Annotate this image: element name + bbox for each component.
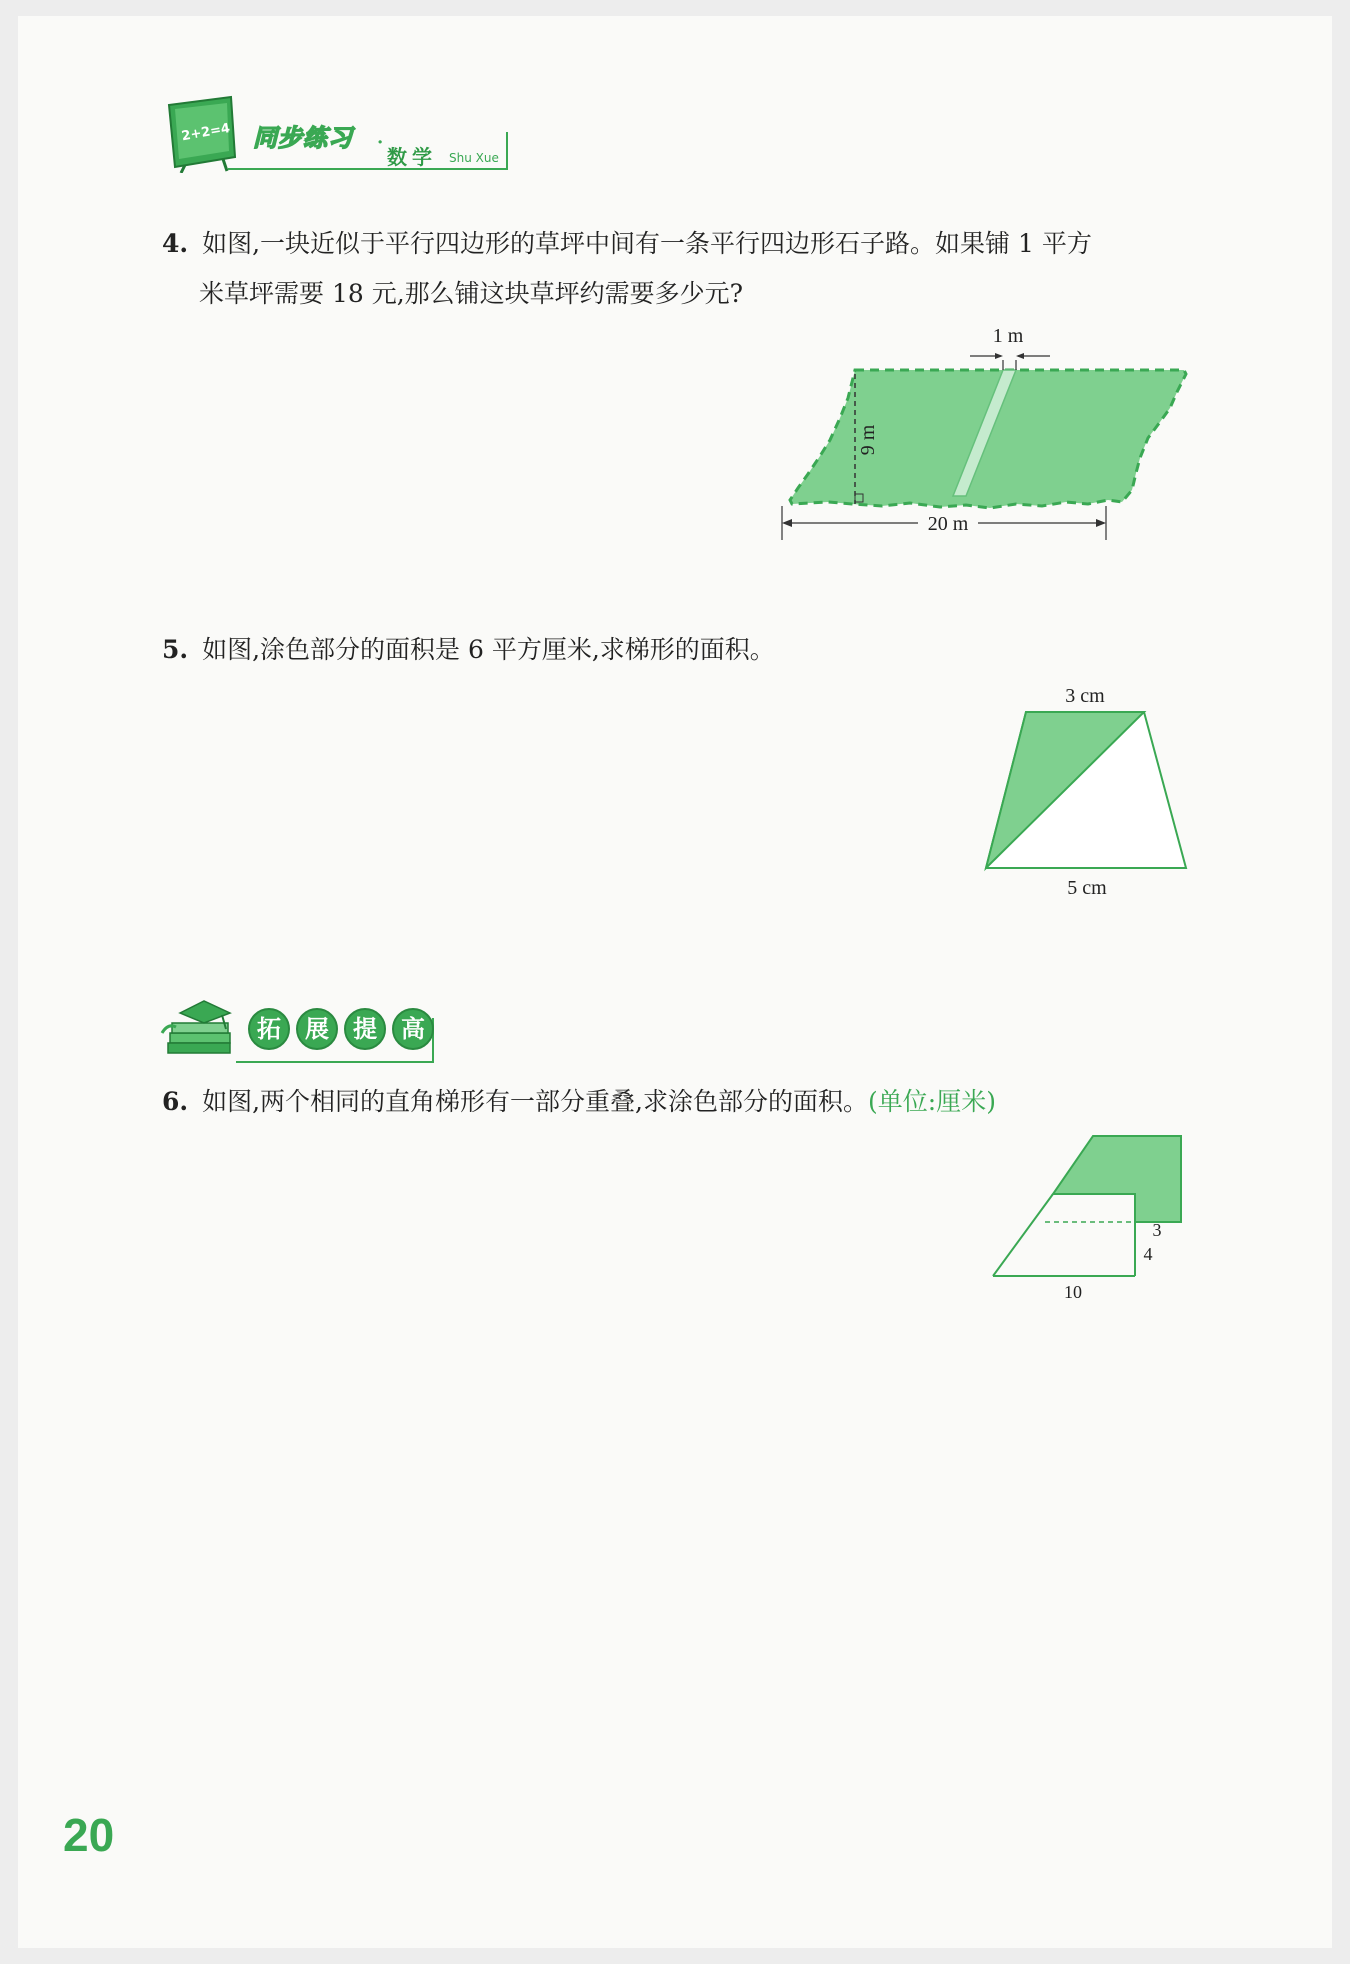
- question-4: [162, 219, 1202, 319]
- lawn-figure: [770, 318, 1200, 548]
- question-text-continued: 米草坪需要 18 元,那么铺这块草坪约需要多少元?: [199, 279, 744, 308]
- chalkboard-text: 2+2=4: [180, 121, 232, 145]
- page-number: 20: [63, 1809, 115, 1861]
- overlap-trapezoid-figure: [985, 1128, 1200, 1308]
- question-text: 如图,两个相同的直角梯形有一部分重叠,求涂色部分的面积。: [202, 1087, 869, 1116]
- header-dot: ·: [377, 132, 384, 153]
- section-char: 高: [392, 1008, 434, 1050]
- question-6: [162, 1077, 1202, 1127]
- question-text: 如图,涂色部分的面积是 6 平方厘米,求梯形的面积。: [202, 635, 775, 664]
- question-number: 6.: [162, 1087, 189, 1116]
- path-width-label: 1 m: [992, 325, 1024, 347]
- trapezoid-figure: [975, 672, 1200, 912]
- bottom-base-label: 5 cm: [1067, 877, 1107, 899]
- height-label-4: 4: [1143, 1244, 1153, 1264]
- question-5: [162, 625, 1202, 675]
- unit-note: (单位:厘米): [868, 1087, 996, 1116]
- height-label: 9 m: [857, 424, 879, 456]
- header-pinyin: Shu Xue: [449, 151, 499, 165]
- base-label-10: 10: [1064, 1282, 1082, 1302]
- section-char: 提: [344, 1008, 386, 1050]
- books-icon: [160, 995, 238, 1061]
- overlap-label-3: 3: [1152, 1220, 1162, 1240]
- header-subject: 数学: [387, 145, 437, 169]
- chalkboard-icon: [165, 95, 237, 173]
- header-title: 同步练习: [253, 124, 353, 152]
- question-number: 4.: [162, 229, 189, 258]
- section-char: 展: [296, 1008, 338, 1050]
- question-number: 5.: [162, 635, 189, 664]
- base-label: 20 m: [927, 513, 969, 535]
- top-base-label: 3 cm: [1065, 685, 1105, 707]
- section-title: [248, 1008, 434, 1050]
- question-text: 如图,一块近似于平行四边形的草坪中间有一条平行四边形石子路。如果铺 1 平方: [202, 229, 1092, 258]
- section-char: 拓: [248, 1008, 290, 1050]
